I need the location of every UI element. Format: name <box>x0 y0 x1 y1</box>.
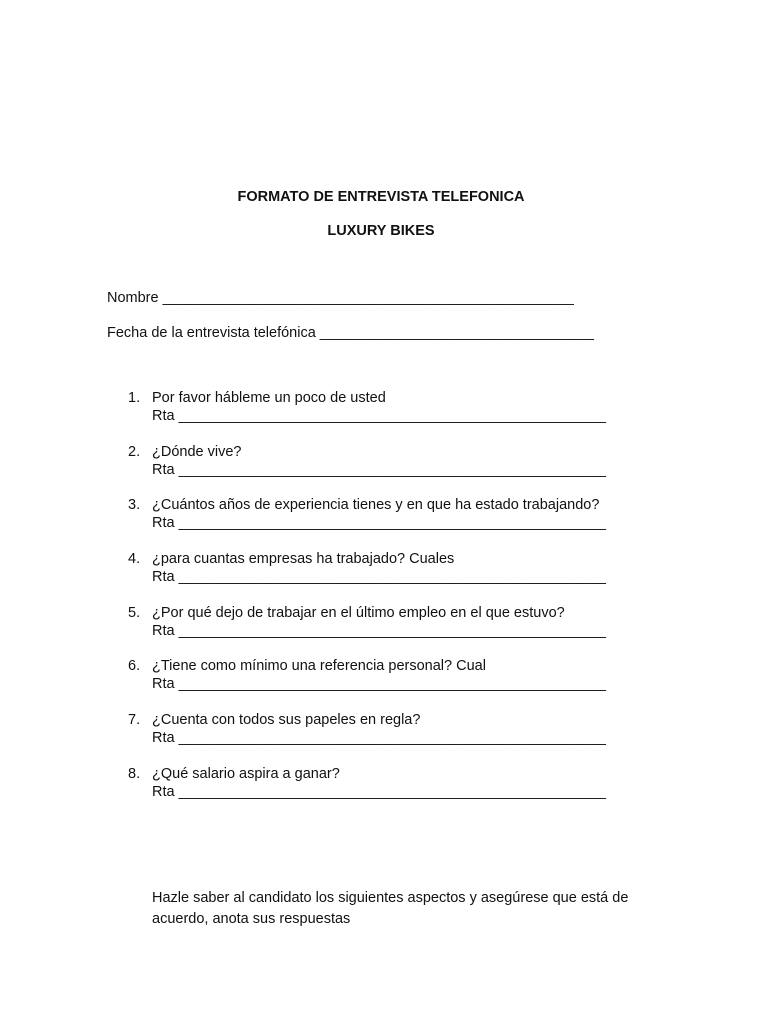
question-number: 8. <box>128 765 141 782</box>
question-item <box>0 389 768 443</box>
question-text: ¿Cuántos años de experiencia tienes y en que ha estado trabajando? <box>152 497 600 514</box>
question-number: 1. <box>128 390 141 406</box>
question-number: 4. <box>128 551 141 568</box>
question-item <box>0 604 768 658</box>
question-number: 6. <box>128 658 141 675</box>
instructions-note: Hazle saber al candidato los siguientes aspectos y asegúrese que está de acuerdo, anota sus respuestas <box>152 890 629 927</box>
answer-line: Rta _____________________________________________________ <box>152 622 606 639</box>
question-item <box>0 496 768 550</box>
answer-line: Rta _____________________________________________________ <box>152 783 606 800</box>
question-number: 7. <box>128 712 141 729</box>
name-field-line: Nombre ___________________________________________________ <box>107 290 574 306</box>
question-item <box>0 550 768 604</box>
question-text: ¿Cuenta con todos sus papeles en regla? <box>152 712 421 729</box>
question-item <box>0 443 768 497</box>
interview-date-field-line: Fecha de la entrevista telefónica __________________________________ <box>107 325 594 341</box>
question-number: 2. <box>128 443 141 460</box>
question-text: ¿Dónde vive? <box>152 443 242 460</box>
answer-line: Rta _____________________________________________________ <box>152 569 606 586</box>
question-number: 3. <box>128 497 141 514</box>
answer-line: Rta _____________________________________________________ <box>152 408 606 424</box>
company-name: LUXURY BIKES <box>327 223 435 239</box>
answer-line: Rta _____________________________________________________ <box>152 461 606 478</box>
answer-line: Rta _____________________________________________________ <box>152 515 606 532</box>
question-text: ¿Por qué dejo de trabajar en el último empleo en el que estuvo? <box>152 604 565 621</box>
question-number: 5. <box>128 604 141 621</box>
question-item <box>0 765 768 819</box>
question-text: ¿Qué salario aspira a ganar? <box>152 765 340 782</box>
question-text: Por favor hábleme un poco de usted <box>152 390 386 406</box>
question-text: ¿Tiene como mínimo una referencia personal? Cual <box>152 658 486 675</box>
answer-line: Rta _____________________________________________________ <box>152 730 606 747</box>
document-title: FORMATO DE ENTREVISTA TELEFONICA <box>237 189 525 205</box>
answer-line: Rta _____________________________________________________ <box>152 676 606 693</box>
question-item <box>0 657 768 711</box>
question-text: ¿para cuantas empresas ha trabajado? Cuales <box>152 551 455 568</box>
question-list <box>0 389 768 819</box>
question-item <box>0 711 768 765</box>
